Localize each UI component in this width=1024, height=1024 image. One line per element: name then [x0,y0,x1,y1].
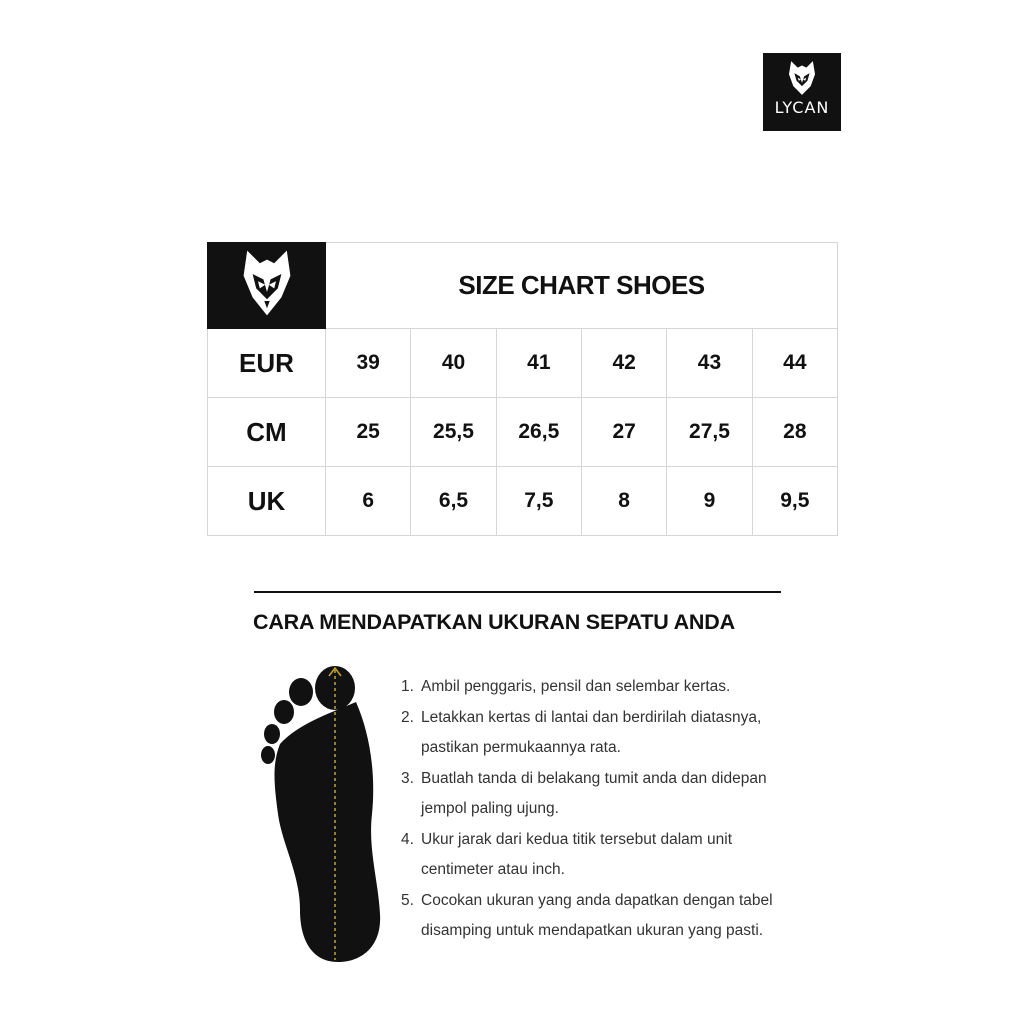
size-cell: 6 [326,467,411,536]
row-label: CM [208,398,326,467]
size-chart-row-uk [208,467,838,536]
size-cell: 6,5 [411,467,496,536]
size-chart-title: SIZE CHART SHOES [326,243,838,329]
guide-steps [401,672,821,947]
size-cell: 39 [326,329,411,398]
list-item: 3. Buatlah tanda di belakang tumit anda dan didepan jempol paling ujung. [401,769,767,817]
size-cell: 25,5 [411,398,496,467]
size-cell: 41 [496,329,581,398]
size-chart-header-row [208,243,838,329]
size-cell: 25 [326,398,411,467]
size-cell: 7,5 [496,467,581,536]
size-chart-table [207,242,838,536]
size-cell: 8 [581,467,666,536]
row-label: UK [208,467,326,536]
wolf-icon [240,247,294,319]
list-item: 1. Ambil penggaris, pensil dan selembar kertas. [401,678,731,695]
list-item: 4. Ukur jarak dari kedua titik tersebut dalam unit centimeter atau inch. [401,830,733,878]
wolf-icon [785,59,819,97]
list-item: 5. Cocokan ukuran yang anda dapatkan dengan tabel disamping untuk mendapatkan ukuran yang pasti. [401,891,773,939]
size-cell: 9 [667,467,752,536]
brand-name: LYCAN [774,98,830,117]
guide-title: CARA MENDAPATKAN UKURAN SEPATU ANDA [253,610,735,634]
size-cell: 28 [752,398,837,467]
foot-outline-icon [258,664,388,964]
size-cell: 26,5 [496,398,581,467]
row-label: EUR [208,329,326,398]
size-chart-logo-cell [208,243,326,329]
size-cell: 27 [581,398,666,467]
brand-logo [763,53,841,131]
size-cell: 40 [411,329,496,398]
size-chart-row-eur [208,329,838,398]
size-cell: 27,5 [667,398,752,467]
size-cell: 42 [581,329,666,398]
section-divider [254,591,781,593]
size-cell: 9,5 [752,467,837,536]
list-item: 2. Letakkan kertas di lantai dan berdirilah diatasnya, pastikan permukaannya rata. [401,708,762,756]
size-cell: 43 [667,329,752,398]
size-chart-row-cm [208,398,838,467]
size-cell: 44 [752,329,837,398]
